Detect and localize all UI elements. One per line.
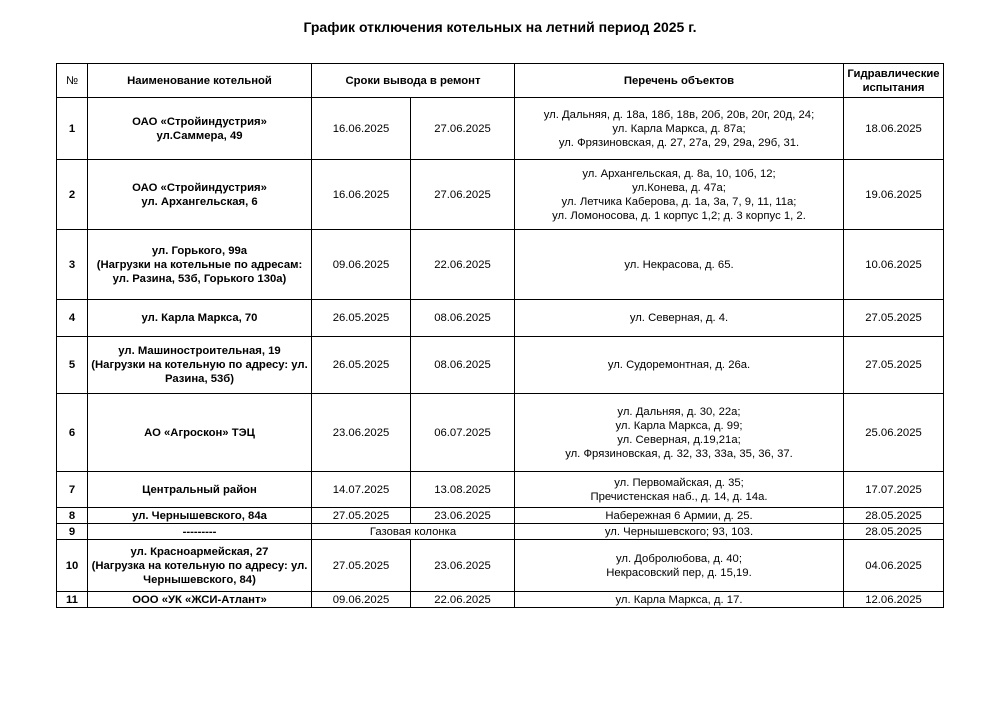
hydraulic-test-date-text: 27.05.2025 — [865, 359, 922, 371]
objects-list-text: ул. Некрасова, д. 65. — [624, 258, 734, 271]
boiler-name — [88, 472, 312, 508]
repair-start-date — [312, 98, 411, 160]
row-number-text: 10 — [65, 559, 79, 572]
boiler-name — [88, 160, 312, 230]
header-objects-list: Перечень объектов — [515, 64, 844, 98]
objects-list-text: Набережная 6 Армии, д. 25. — [605, 509, 753, 522]
repair-start-date — [312, 230, 411, 300]
hydraulic-test-date-text: 04.06.2025 — [865, 559, 922, 572]
boiler-name-text: ООО «УК «ЖСИ-Атлант» — [132, 593, 267, 606]
objects-list-text: ул. Архангельская, д. 8а, 10, 10б, 12; ул.Конева, д. 47а; ул. Летчика Каберова, д. 1а, 3а, 7, 9, 11, 11а; ул. Ломоносова, д. 1 корпус 1,2; д. 3 корпус 1, 2. — [552, 167, 806, 222]
row-number-text: 2 — [68, 188, 76, 201]
repair-start-date — [312, 160, 411, 230]
table-row — [57, 337, 944, 394]
repair-period-merged — [312, 524, 515, 540]
row-number-text: 4 — [68, 312, 76, 324]
boiler-name-text: --------- — [182, 525, 217, 538]
hydraulic-test-date — [844, 230, 944, 300]
objects-list — [515, 160, 844, 230]
objects-list-text: ул. Добролюбова, д. 40; Некрасовский пер, д. 15,19. — [606, 552, 752, 579]
repair-end-date — [411, 394, 515, 472]
header-repair-period: Сроки вывода в ремонт — [312, 64, 515, 98]
repair-end-date-text: 08.06.2025 — [434, 359, 491, 371]
repair-start-date — [312, 300, 411, 337]
row-number — [57, 524, 88, 540]
boiler-name — [88, 300, 312, 337]
boiler-name-text: ОАО «Стройиндустрия» ул. Архангельская, 6 — [132, 181, 267, 208]
objects-list — [515, 524, 844, 540]
objects-list-text: ул. Чернышевского; 93, 103. — [604, 525, 754, 538]
hydraulic-test-date-text: 27.05.2025 — [865, 312, 922, 324]
objects-list — [515, 472, 844, 508]
boiler-shutdown-table — [56, 63, 944, 608]
row-number — [57, 337, 88, 394]
row-number — [57, 540, 88, 592]
row-number-text: 1 — [68, 122, 76, 135]
repair-start-date-text: 27.05.2025 — [332, 559, 390, 572]
hydraulic-test-date — [844, 98, 944, 160]
objects-list — [515, 508, 844, 524]
objects-list — [515, 98, 844, 160]
repair-end-date-text: 23.06.2025 — [434, 559, 491, 572]
table-row — [57, 98, 944, 160]
table-row — [57, 472, 944, 508]
hydraulic-test-date-text: 19.06.2025 — [865, 188, 922, 201]
row-number-text: 9 — [68, 525, 76, 538]
repair-end-date — [411, 540, 515, 592]
repair-start-date — [312, 592, 411, 608]
repair-end-date-text: 27.06.2025 — [434, 122, 491, 135]
header-row — [57, 64, 944, 98]
boiler-name — [88, 98, 312, 160]
boiler-name — [88, 524, 312, 540]
repair-end-date-text: 13.08.2025 — [434, 483, 491, 496]
objects-list-text: ул. Северная, д. 4. — [629, 312, 729, 324]
repair-start-date-text: 23.06.2025 — [332, 426, 390, 439]
repair-end-date — [411, 230, 515, 300]
row-number — [57, 592, 88, 608]
hydraulic-test-date-text: 28.05.2025 — [865, 509, 922, 522]
header-hydraulic-tests: Гидравлические испытания — [844, 64, 944, 98]
repair-period-merged-text: Газовая колонка — [369, 525, 457, 538]
repair-start-date-text: 16.06.2025 — [332, 188, 390, 201]
objects-list — [515, 337, 844, 394]
repair-end-date — [411, 300, 515, 337]
row-number — [57, 160, 88, 230]
boiler-name-text: ул. Чернышевского, 84а — [132, 509, 267, 522]
objects-list — [515, 394, 844, 472]
repair-end-date — [411, 160, 515, 230]
table-row — [57, 160, 944, 230]
hydraulic-test-date — [844, 540, 944, 592]
objects-list — [515, 230, 844, 300]
repair-start-date-text: 26.05.2025 — [332, 359, 390, 371]
boiler-name-text: АО «Агроскон» ТЭЦ — [144, 426, 255, 439]
row-number-text: 3 — [68, 258, 76, 271]
row-number — [57, 508, 88, 524]
repair-start-date-text: 14.07.2025 — [332, 483, 390, 496]
document-title: График отключения котельных на летний период 2025 г. — [303, 19, 697, 35]
objects-list-text: ул. Первомайская, д. 35; Пречистенская наб., д. 14, д. 14а. — [590, 476, 768, 503]
row-number-text: 7 — [68, 483, 76, 496]
objects-list-text: ул. Дальняя, д. 18а, 18б, 18в, 20б, 20в, 20г, 20д, 24; ул. Карла Маркса, д. 87а; ул. Фрязиновская, д. 27, 27а, 29, 29а, 29б, 31. — [543, 108, 815, 149]
boiler-name — [88, 508, 312, 524]
row-number — [57, 394, 88, 472]
repair-end-date — [411, 592, 515, 608]
repair-end-date — [411, 472, 515, 508]
table-row — [57, 524, 944, 540]
row-number-text: 5 — [68, 359, 76, 371]
hydraulic-test-date-text: 12.06.2025 — [865, 593, 922, 606]
row-number — [57, 472, 88, 508]
row-number — [57, 98, 88, 160]
boiler-name — [88, 337, 312, 394]
boiler-name — [88, 540, 312, 592]
hydraulic-test-date-text: 25.06.2025 — [865, 426, 922, 439]
hydraulic-test-date — [844, 300, 944, 337]
objects-list-text: ул. Карла Маркса, д. 17. — [615, 593, 743, 606]
boiler-name-text: ул. Машиностроительная, 19 (Нагрузки на котельную по адресу: ул. Разина, 53б) — [91, 345, 308, 385]
header-boiler-name: Наименование котельной — [88, 64, 312, 98]
hydraulic-test-date-text: 17.07.2025 — [865, 483, 922, 496]
repair-start-date — [312, 394, 411, 472]
repair-end-date-text: 22.06.2025 — [434, 593, 491, 606]
objects-list — [515, 300, 844, 337]
repair-end-date — [411, 337, 515, 394]
boiler-name-text: ОАО «Стройиндустрия» ул.Саммера, 49 — [132, 115, 267, 142]
hydraulic-test-date-text: 10.06.2025 — [865, 258, 922, 271]
repair-end-date-text: 08.06.2025 — [434, 312, 491, 324]
boiler-name — [88, 230, 312, 300]
hydraulic-test-date — [844, 472, 944, 508]
hydraulic-test-date — [844, 592, 944, 608]
repair-end-date-text: 22.06.2025 — [434, 258, 491, 271]
repair-start-date — [312, 472, 411, 508]
boiler-name-text: ул. Карла Маркса, 70 — [141, 312, 258, 324]
table-row — [57, 592, 944, 608]
hydraulic-test-date — [844, 337, 944, 394]
hydraulic-test-date-text: 28.05.2025 — [865, 525, 922, 538]
boiler-name — [88, 394, 312, 472]
repair-start-date — [312, 337, 411, 394]
row-number-text: 11 — [66, 593, 78, 606]
repair-end-date — [411, 98, 515, 160]
repair-start-date — [312, 508, 411, 524]
hydraulic-test-date — [844, 524, 944, 540]
hydraulic-test-date — [844, 394, 944, 472]
row-number — [57, 300, 88, 337]
table-row — [57, 230, 944, 300]
repair-end-date-text: 27.06.2025 — [434, 188, 491, 201]
row-number — [57, 230, 88, 300]
table-row — [57, 300, 944, 337]
repair-start-date-text: 27.05.2025 — [332, 509, 390, 522]
repair-start-date — [312, 540, 411, 592]
boiler-name-text: ул. Красноармейская, 27 (Нагрузка на котельную по адресу: ул. Чернышевского, 84) — [91, 545, 308, 586]
hydraulic-test-date — [844, 508, 944, 524]
table-row — [57, 508, 944, 524]
repair-end-date-text: 06.07.2025 — [434, 426, 491, 439]
objects-list-text: ул. Дальняя, д. 30, 22а; ул. Карла Маркса, д. 99; ул. Северная, д.19,21а; ул. Фрязиновская, д. 32, 33, 33а, 35, 36, 37. — [565, 405, 793, 460]
repair-start-date-text: 16.06.2025 — [332, 122, 390, 135]
table-row — [57, 394, 944, 472]
repair-end-date — [411, 508, 515, 524]
repair-start-date-text: 09.06.2025 — [332, 258, 390, 271]
repair-end-date-text: 23.06.2025 — [434, 509, 491, 522]
repair-start-date-text: 09.06.2025 — [332, 593, 390, 606]
objects-list-text: ул. Судоремонтная, д. 26а. — [607, 359, 751, 371]
objects-list — [515, 540, 844, 592]
row-number-text: 6 — [68, 426, 76, 439]
table-row — [57, 540, 944, 592]
row-number-text: 8 — [68, 509, 76, 522]
hydraulic-test-date — [844, 160, 944, 230]
repair-start-date-text: 26.05.2025 — [332, 312, 390, 324]
boiler-name — [88, 592, 312, 608]
boiler-name-text: ул. Горького, 99а (Нагрузки на котельные по адресам: ул. Разина, 53б, Горького 130а) — [96, 244, 303, 285]
header-num: № — [57, 64, 88, 98]
objects-list — [515, 592, 844, 608]
boiler-name-text: Центральный район — [142, 483, 257, 496]
hydraulic-test-date-text: 18.06.2025 — [865, 122, 922, 135]
